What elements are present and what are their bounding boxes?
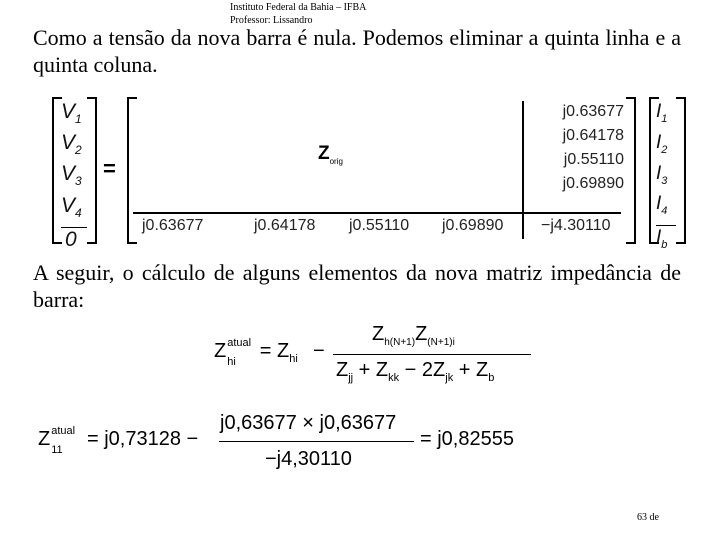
formula1-fraction-line <box>333 354 531 355</box>
voltage-v3: $V_3$ <box>61 162 82 189</box>
zmatrix-last-row <box>0 217 720 237</box>
matrix-equals-sign: = <box>103 156 116 181</box>
voltage-v1: $V_1$ <box>61 100 82 127</box>
formula1-lhs: Z atual hi = $Z_{hi}$ <box>214 337 298 368</box>
page-number: 63 de <box>637 512 659 523</box>
formula2-result: = j0,82555 <box>420 428 514 450</box>
formula2-lhs: Z atual 11 <box>38 425 76 456</box>
formula1-minus: − <box>313 340 325 362</box>
formula2-numerator: j0,63677 × j0,63677 <box>220 412 397 434</box>
current-i2: $I_2$ <box>656 131 668 156</box>
zmatrix-cell: j0.64178 <box>254 217 316 234</box>
formula2-eq: = j0,73128 − <box>87 428 199 450</box>
header-institution: Instituto Federal da Bahia – IFBA <box>230 2 367 13</box>
current-i4: $I_4$ <box>656 193 668 218</box>
zmatrix-cell: j0.55110 <box>563 151 624 168</box>
voltage-v5: 0 <box>61 227 87 252</box>
zmatrix-cell: j0.64178 <box>562 127 624 144</box>
zorig-label: $Z_{orig}$ <box>318 143 343 166</box>
current-vector-right-bracket <box>676 97 686 244</box>
zmatrix-cell: j0.69890 <box>562 175 624 192</box>
current-ib: $I_b$ <box>656 225 676 257</box>
current-vector <box>656 100 676 257</box>
formula1-denominator: $Z_{jj} + Z_{kk} - 2Z_{jk} + Z_b$ <box>336 359 495 384</box>
zmatrix-last-column <box>554 100 624 196</box>
formula2-fraction-line <box>219 441 414 442</box>
zmatrix-cell: j0.69890 <box>442 217 504 234</box>
header-professor: Professor: Lissandro <box>230 15 313 26</box>
zmatrix-cell: −j4.30110 <box>541 217 611 234</box>
zmatrix-cell: j0.63677 <box>142 217 204 234</box>
voltage-v2: $V_2$ <box>61 131 82 158</box>
paragraph-2: A seguir, o cálculo de alguns elementos da nova matriz impedância de barra: <box>33 260 681 312</box>
formula2-denominator: −j4,30110 <box>265 448 352 470</box>
zmatrix-cell: j0.63677 <box>562 103 624 120</box>
zmatrix-horizontal-partition <box>133 212 621 214</box>
paragraph-1: Como a tensão da nova barra é nula. Podemos eliminar a quinta linha e a quinta coluna. <box>33 25 681 77</box>
formula1-numerator: $Z_{h(N+1)}Z_{(N+1)i}$ <box>372 323 455 348</box>
zmatrix-cell: j0.55110 <box>349 217 410 234</box>
current-i1: $I_1$ <box>656 101 668 125</box>
current-i3: $I_3$ <box>656 162 668 187</box>
voltage-v4: $V_4$ <box>61 193 82 220</box>
